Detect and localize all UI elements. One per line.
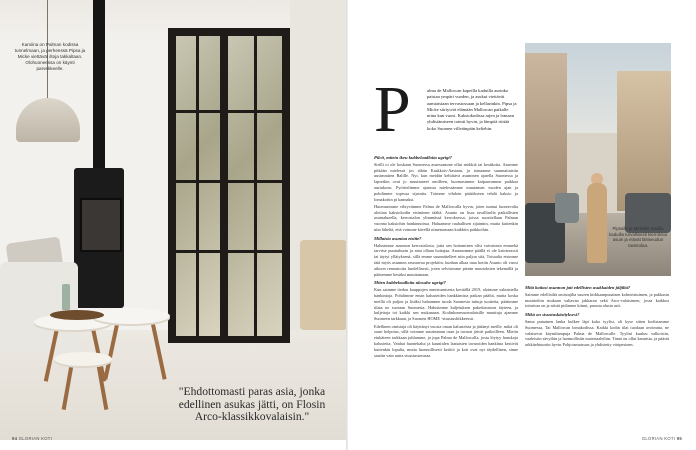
article-subheading: Mitä kotiasi asunnon jatt edellisten asukkaiden jäljiltä?: [525, 285, 631, 290]
article-column-1: [374, 152, 518, 432]
article-subheading: Mikä on sisustuskäsityksesi?: [525, 312, 580, 318]
article-paragraph: Huomasimme vihtyvämme Palma de Mallorcalla hyvin, joten tunnui luontevalta aloittaa kaksiokodin etsiminen täältä. Asunto on lisas tavallisella paikallisten asuinalueella, kerrostalon ylimmässä kerroksessa, joissa suositellaan Palman vuonna kaksiohin hankinnoissa. Haluamme rauhallisen sijainnin, mutta kuitenkin niin läheltä, että voimme kävellä nimenomaan kaikkiin paikkoihin.: [374, 203, 518, 233]
page-number-right: 95: [676, 436, 682, 441]
rattan-chair: [300, 240, 347, 330]
article-paragraph: Edellinen omistaja oli käyttänyt vuosia oman kalusteista ja jättänyt meille, mikä oli suuri helpotus, sillä voimme suurimman osan ja tavarat jäivät paikoilleen. Mietin etukäteen tarkkaan juhlamme, ja jopa Palma de Mallorcalla, josta löytyy hauskoja kalusteita. Vanhat huonekalut ja kauniiden laatuisten tavaroiden hankinta kestivät kuitenkin lopulta, mutta luonnollisesti keittiö ja koti ovat nyt täydellinen, sinne saatiin vain uutta sisustustavaraa.: [374, 323, 518, 358]
stove-pipe: [93, 0, 105, 168]
pull-quote: "Ehdottomasti paras asia, jonka edellinen asukas jätti, on Flosin Arco-klassikkovalaisin.": [178, 385, 326, 424]
side-table: [92, 308, 170, 324]
drop-cap: P: [374, 73, 411, 146]
article-paragraph: Sama punainen lanka kulkee läpi koko tyylisi, oli kyse sitten kodistamme Suomessa, Tai Mallorcan lomakodissa. Kaikki kodin tilat tuodaan avoimina, ne valaisevat käyntilampuja Palma de Mallorcalle. Tyylini kuuluu valkoisiin, vaaleisiin sävyihin ja luonnollisiin materiaaleihin. Tämä on ollut kaunista, ja päästä arkkitehtuuriin hyvin Pohjoismaisuus ja yhdistetty väripesinen.: [525, 318, 669, 348]
article-subheading: Miten kubbeloadloita ulosuhe ugeigi?: [374, 280, 446, 286]
article-paragraph: Strilli oi ole koskaan Suomessa asuessamme ollut mökkiä tai kesäkotia. Asumme pitkään mielessä jos tähän Kaakkois-Aasiaan, ja toinaanne suunnattaisiin uusimmiten Balille. Nyt, kun meidän kehittävä asuminen ajatella Suomessa ja lapsetkin ovat jo muuttaneet omilleen, huomasimme kaipaavamme paikkaa aurinkoon. Pyöritelimme ajatusta mielessämme muutaman vuoden ajan ja pohdimme sopivaa sijaintia. Toimme vihdoin päätökseen tehdä kaksio ja lomakotiin pi kannaksi.: [374, 161, 518, 202]
page-gutter: [346, 0, 348, 450]
magazine-name-left: GLORIAN KOTI: [18, 436, 53, 441]
article-subheading: Pilcit, mitein ikeu kubbeloadloita ugeigi?: [374, 155, 452, 160]
article-column-2: [525, 282, 669, 432]
stool: [54, 352, 112, 366]
folio-left: [12, 436, 52, 441]
article-subheading: Millaisia asuntoa etsitte?: [374, 235, 422, 241]
article-paragraph: Halusimme asunnon kerrostalosta, jotta sen hoitaminen olisi vaivatonta emmekä tarvitse puutarhurin ja aina ollaan hoitajaa. Asunnomme päällä ei ole katoterassit tai täytyi yllätyksenä, sillä emme suunnittelleet niin paljon sitä, Toisaalta etsimme tätä myös asunnon seuraavaa projektiin, kunhan alkaa tuaa kotiin Asunto oli vuosi aikoon remontoitu huolellisesti, joten selvisimme pienin muutoksien tekemällä ja pääsemme kesäksi muuttamaan.: [374, 242, 518, 277]
article-intro: alma de Mallorcan kapeilla kaduilla aurinko paistaa ympäri vuoden, ja asukut viettävät aamiaistaan tervastossaan ja kellarinkin. Pipsa ja Micke siirtyivät elämään Mallorcan paikalle niina kun vuosi. Kaksiokodissa arjen ja lomaan yhdistämiseen toimii hyvin, ja lämpöä riittää koko Suomen villeäinpäin keliehin.: [427, 88, 517, 131]
folio-right: [642, 436, 682, 441]
magazine-name-right: GLORIAN KOTI: [641, 436, 676, 441]
glass-bottle: [62, 284, 70, 310]
article-paragraph: Kun saimme tiedon kauppojen onnistumisesta keväällä 2019, aloimme valmistella hankintoja. Pohdimme ensin kalusteiden hankkimista paikan päältä, mutta koska meillä oli paljon ja lisäksi haluamme tuoda Suomesta tuttuja tuotteita, päätimme tilata ne suoraan Suomesta. Halusimme kuljetuksen pakettiautoon täyteen, ja kuljettaja toi kaikki sen mukanaan. Kodinkonesuomalaisille muuttuja ajamme Suomeen tarkkaan, ja Suomen HOME -sisustusliikkeessä.: [374, 287, 518, 322]
woman-figure: [587, 183, 607, 263]
pendant-lamp: [16, 98, 80, 142]
photo-caption-left: Kamiina on Palman kodissa tunnelmaan, ja perheessä Pipsa ja Micke viettävät iltoja takkaltaan. Olohuoneessa on käynti parvekkeelle.: [14, 42, 86, 71]
wooden-tray: [50, 310, 104, 320]
article-paragraph: Saimme edellisiltä omistajilta suuren kirkkaanpunaisen kolmeistuimen, ja pakkasin muuttoihin mukaan valtavan jakkaran sekä Arco-valaisimen, jossa kaikkea toimivaa on ja niistä pidimme kiinni, parasta alusta asti.: [525, 291, 669, 309]
page-number-left: 94: [12, 436, 18, 441]
photo-caption-right: Pipsalle ja Mickelle tutuilla kaduilla turvallisesti kierroksia asuin ja elävät lähiseudun ravintolaa.: [609, 226, 667, 248]
